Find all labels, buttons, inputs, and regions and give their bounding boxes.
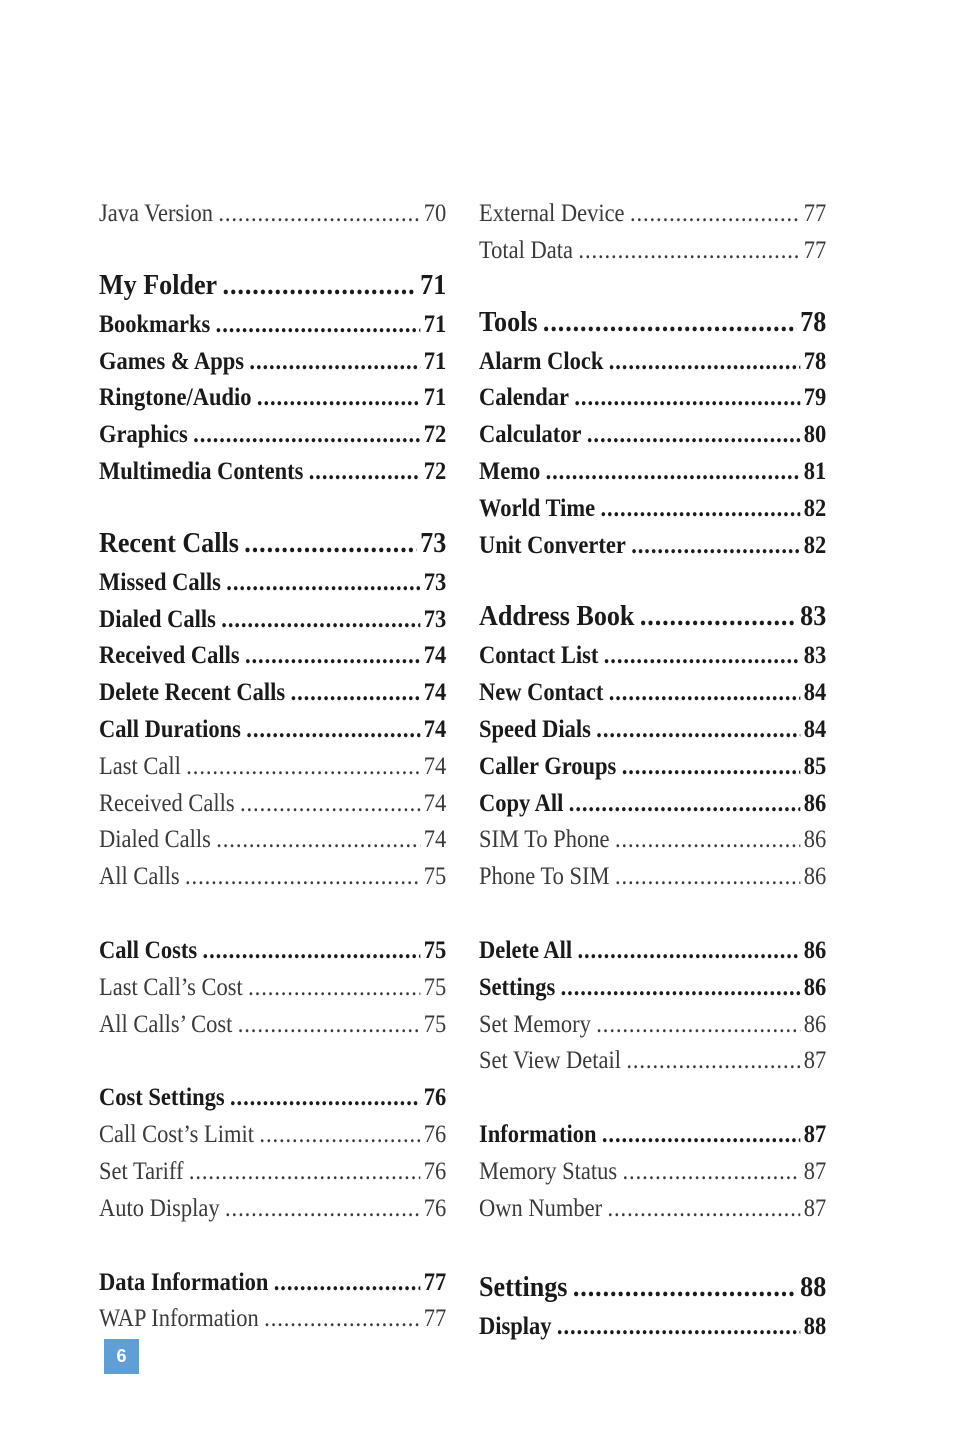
toc-entry-page-number: 74 xyxy=(423,789,447,817)
toc-entry-label: Calculator xyxy=(479,421,582,449)
section-spacer xyxy=(479,270,826,300)
dot-leader xyxy=(218,196,420,233)
toc-entry-received-calls[interactable] xyxy=(99,786,446,823)
toc-entry-world-time[interactable] xyxy=(479,491,826,528)
toc-entry-label: Recent Calls xyxy=(99,526,239,559)
toc-entry-label: External Device xyxy=(479,200,625,227)
toc-entry-page-number: 86 xyxy=(803,1010,827,1038)
toc-entry-unit-converter[interactable] xyxy=(479,528,826,565)
dot-leader xyxy=(615,822,800,859)
toc-entry-memory-status[interactable] xyxy=(479,1154,826,1191)
toc-entry-page-number: 73 xyxy=(423,568,447,596)
toc-entry-information[interactable] xyxy=(479,1117,826,1154)
dot-leader xyxy=(577,933,800,970)
toc-entry-page-number: 75 xyxy=(423,1010,447,1038)
toc-entry-page-number: 79 xyxy=(803,384,827,412)
dot-leader xyxy=(203,933,421,970)
toc-entry-label: Total Data xyxy=(479,236,574,264)
toc-entry-page-number: 77 xyxy=(423,1305,447,1333)
toc-entry-label: Call Costs xyxy=(99,936,198,964)
toc-entry-own-number[interactable] xyxy=(479,1191,826,1228)
toc-entry-page-number: 72 xyxy=(423,457,447,485)
dot-leader xyxy=(604,638,800,675)
toc-entry-call-cost-s-limit[interactable] xyxy=(99,1117,446,1154)
dot-leader xyxy=(640,594,797,638)
toc-entry-label: WAP Information xyxy=(99,1305,259,1333)
toc-entry-multimedia-contents[interactable] xyxy=(99,454,446,491)
section-spacer xyxy=(479,896,826,933)
toc-entry-received-calls[interactable] xyxy=(99,638,446,675)
toc-entry-label: New Contact xyxy=(479,679,604,707)
dot-leader xyxy=(609,344,800,381)
toc-entry-label: Set Tariff xyxy=(99,1157,184,1185)
toc-entry-label: Call Durations xyxy=(99,715,241,743)
toc-entry-page-number: 87 xyxy=(803,1194,827,1222)
toc-entry-label: Dialed Calls xyxy=(99,605,216,633)
toc-entry-page-number: 72 xyxy=(423,421,447,449)
toc-entry-page-number: 76 xyxy=(423,1121,447,1149)
dot-leader xyxy=(246,712,420,749)
toc-entry-label: Ringtone/Audio xyxy=(99,384,252,412)
toc-entry-calendar[interactable] xyxy=(479,380,826,417)
dot-leader xyxy=(587,417,800,454)
toc-entry-last-call-s-cost[interactable] xyxy=(99,970,446,1007)
toc-entry-page-number: 71 xyxy=(423,347,447,375)
dot-leader xyxy=(244,521,416,565)
toc-entry-page-number: 76 xyxy=(423,1157,447,1185)
dot-leader xyxy=(546,454,801,491)
toc-left-column xyxy=(99,196,446,1338)
toc-entry-label: Multimedia Contents xyxy=(99,457,304,485)
toc-entry-label: Memo xyxy=(479,457,541,485)
toc-entry-phone-to-sim[interactable] xyxy=(479,859,826,896)
section-spacer xyxy=(99,1043,446,1080)
section-spacer xyxy=(479,1080,826,1117)
toc-entry-page-number: 77 xyxy=(803,200,827,227)
toc-entry-games-apps[interactable] xyxy=(99,344,446,381)
dot-leader xyxy=(623,1154,801,1191)
toc-entry-wap-information[interactable] xyxy=(99,1301,446,1338)
toc-entry-page-number: 71 xyxy=(423,310,447,338)
dot-leader xyxy=(238,1007,420,1044)
dot-leader xyxy=(248,970,420,1007)
toc-entry-page-number: 71 xyxy=(423,384,447,412)
toc-entry-label: Speed Dials xyxy=(479,715,591,743)
toc-entry-page-number: 83 xyxy=(803,642,827,670)
dot-leader xyxy=(609,675,800,712)
toc-section-recent-calls[interactable] xyxy=(99,521,446,565)
toc-entry-label: Auto Display xyxy=(99,1194,220,1222)
toc-entry-page-number: 78 xyxy=(803,347,827,375)
toc-entry-page-number: 88 xyxy=(803,1312,827,1340)
toc-entry-page-number: 78 xyxy=(800,305,827,338)
dot-leader xyxy=(578,233,800,270)
toc-entry-set-memory[interactable] xyxy=(479,1007,826,1044)
toc-entry-label: World Time xyxy=(479,494,596,522)
toc-entry-label: Contact List xyxy=(479,642,599,670)
section-spacer xyxy=(479,564,826,594)
toc-entry-label: Delete All xyxy=(479,936,573,964)
toc-entry-page-number: 75 xyxy=(423,936,447,964)
dot-leader xyxy=(274,1265,420,1302)
toc-entry-label: Graphics xyxy=(99,421,188,449)
dot-leader xyxy=(543,300,797,344)
toc-entry-label: Received Calls xyxy=(99,642,240,670)
toc-entry-label: Bookmarks xyxy=(99,310,211,338)
dot-leader xyxy=(626,1043,800,1080)
toc-entry-page-number: 85 xyxy=(803,752,827,780)
toc-entry-page-number: 86 xyxy=(803,973,827,1001)
toc-entry-total-data[interactable] xyxy=(479,233,826,270)
toc-entry-caller-groups[interactable] xyxy=(479,749,826,786)
toc-entry-page-number: 81 xyxy=(803,457,827,485)
toc-entry-label: All Calls xyxy=(99,863,180,891)
toc-entry-page-number: 76 xyxy=(423,1194,447,1222)
toc-entry-label: Delete Recent Calls xyxy=(99,679,286,707)
toc-entry-graphics[interactable] xyxy=(99,417,446,454)
toc-section-settings[interactable] xyxy=(479,1265,826,1309)
toc-entry-auto-display[interactable] xyxy=(99,1191,446,1228)
dot-leader xyxy=(185,859,420,896)
section-spacer xyxy=(99,233,446,263)
toc-entry-sim-to-phone[interactable] xyxy=(479,822,826,859)
toc-entry-label: Last Call’s Cost xyxy=(99,973,243,1001)
toc-entry-dialed-calls[interactable] xyxy=(99,822,446,859)
toc-right-column xyxy=(479,196,826,1345)
toc-entry-bookmarks[interactable] xyxy=(99,307,446,344)
toc-entry-label: Cost Settings xyxy=(99,1084,225,1112)
dot-leader xyxy=(216,822,420,859)
section-spacer xyxy=(479,1228,826,1265)
toc-entry-page-number: 74 xyxy=(423,642,447,670)
toc-entry-page-number: 82 xyxy=(803,531,827,559)
toc-entry-page-number: 80 xyxy=(803,421,827,449)
toc-entry-page-number: 75 xyxy=(423,863,447,891)
toc-entry-java-version[interactable] xyxy=(99,196,446,233)
toc-entry-call-costs[interactable] xyxy=(99,933,446,970)
dot-leader xyxy=(249,344,420,381)
dot-leader xyxy=(259,1117,420,1154)
section-spacer xyxy=(99,491,446,521)
toc-section-address-book[interactable] xyxy=(479,594,826,638)
toc-entry-memo[interactable] xyxy=(479,454,826,491)
dot-leader xyxy=(630,196,800,233)
toc-entry-alarm-clock[interactable] xyxy=(479,344,826,381)
toc-entry-page-number: 84 xyxy=(803,715,827,743)
toc-entry-data-information[interactable] xyxy=(99,1265,446,1302)
toc-entry-page-number: 74 xyxy=(423,752,447,780)
toc-entry-missed-calls[interactable] xyxy=(99,565,446,602)
dot-leader xyxy=(193,417,420,454)
dot-leader xyxy=(223,263,417,307)
toc-entry-contact-list[interactable] xyxy=(479,638,826,675)
toc-entry-display[interactable] xyxy=(479,1309,826,1346)
toc-entry-page-number: 87 xyxy=(803,1157,827,1185)
toc-entry-label: SIM To Phone xyxy=(479,826,610,854)
dot-leader xyxy=(615,859,800,896)
toc-entry-set-tariff[interactable] xyxy=(99,1154,446,1191)
dot-leader xyxy=(225,1191,420,1228)
dot-leader xyxy=(189,1154,420,1191)
dot-leader xyxy=(309,454,420,491)
toc-entry-page-number: 88 xyxy=(800,1270,827,1303)
toc-entry-label: Dialed Calls xyxy=(99,826,211,854)
toc-entry-page-number: 86 xyxy=(803,936,827,964)
dot-leader xyxy=(230,1080,420,1117)
page-number-badge: 6 xyxy=(104,1339,139,1374)
toc-entry-new-contact[interactable] xyxy=(479,675,826,712)
toc-entry-label: Settings xyxy=(479,1270,568,1303)
toc-entry-label: Games & Apps xyxy=(99,347,245,375)
toc-entry-label: Display xyxy=(479,1312,552,1340)
dot-leader xyxy=(221,602,420,639)
toc-entry-label: Information xyxy=(479,1121,597,1149)
toc-entry-label: My Folder xyxy=(99,268,218,301)
toc-entry-call-durations[interactable] xyxy=(99,712,446,749)
toc-entry-copy-all[interactable] xyxy=(479,786,826,823)
toc-entry-label: Set View Detail xyxy=(479,1047,621,1075)
toc-entry-label: Received Calls xyxy=(99,789,235,817)
toc-entry-label: Settings xyxy=(479,973,556,1001)
toc-entry-page-number: 84 xyxy=(803,679,827,707)
toc-entry-page-number: 86 xyxy=(803,789,827,817)
toc-entry-page-number: 86 xyxy=(803,863,827,891)
toc-entry-page-number: 70 xyxy=(423,200,447,227)
dot-leader xyxy=(264,1301,420,1338)
toc-entry-label: Last Call xyxy=(99,752,181,780)
toc-entry-label: Tools xyxy=(479,305,538,338)
toc-entry-page-number: 77 xyxy=(803,236,827,264)
toc-entry-label: Address Book xyxy=(479,600,635,633)
dot-leader xyxy=(245,638,420,675)
toc-entry-page-number: 87 xyxy=(803,1121,827,1149)
dot-leader xyxy=(216,307,420,344)
dot-leader xyxy=(569,786,800,823)
toc-entry-page-number: 74 xyxy=(423,715,447,743)
dot-leader xyxy=(573,1265,797,1309)
toc-section-tools[interactable] xyxy=(479,300,826,344)
toc-entry-page-number: 75 xyxy=(423,973,447,1001)
toc-entry-speed-dials[interactable] xyxy=(479,712,826,749)
toc-entry-cost-settings[interactable] xyxy=(99,1080,446,1117)
toc-entry-label: Set Memory xyxy=(479,1010,591,1038)
toc-entry-dialed-calls[interactable] xyxy=(99,602,446,639)
dot-leader xyxy=(596,712,800,749)
toc-entry-label: Phone To SIM xyxy=(479,863,610,891)
toc-entry-delete-all[interactable] xyxy=(479,933,826,970)
toc-entry-label: Memory Status xyxy=(479,1157,618,1185)
toc-entry-set-view-detail[interactable] xyxy=(479,1043,826,1080)
toc-entry-label: Unit Converter xyxy=(479,531,626,559)
toc-entry-label: All Calls’ Cost xyxy=(99,1010,233,1038)
toc-entry-label: Java Version xyxy=(99,200,213,227)
dot-leader xyxy=(186,749,420,786)
toc-entry-page-number: 73 xyxy=(420,526,447,559)
toc-entry-ringtone-audio[interactable] xyxy=(99,380,446,417)
dot-leader xyxy=(226,565,420,602)
toc-entry-external-device[interactable] xyxy=(479,196,826,233)
toc-entry-page-number: 74 xyxy=(423,679,447,707)
toc-entry-all-calls-cost[interactable] xyxy=(99,1007,446,1044)
dot-leader xyxy=(631,528,800,565)
toc-entry-label: Own Number xyxy=(479,1194,603,1222)
toc-entry-last-call[interactable] xyxy=(99,749,446,786)
toc-entry-page-number: 83 xyxy=(800,600,827,633)
toc-entry-label: Copy All xyxy=(479,789,564,817)
dot-leader xyxy=(561,970,801,1007)
section-spacer xyxy=(99,896,446,933)
toc-entry-page-number: 73 xyxy=(423,605,447,633)
dot-leader xyxy=(596,1007,800,1044)
toc-entry-page-number: 87 xyxy=(803,1047,827,1075)
toc-entry-page-number: 82 xyxy=(803,494,827,522)
dot-leader xyxy=(602,1117,800,1154)
toc-entry-label: Call Cost’s Limit xyxy=(99,1121,255,1149)
toc-entry-label: Caller Groups xyxy=(479,752,617,780)
toc-entry-label: Missed Calls xyxy=(99,568,221,596)
toc-entry-page-number: 76 xyxy=(423,1084,447,1112)
toc-entry-page-number: 77 xyxy=(423,1268,447,1296)
toc-entry-page-number: 86 xyxy=(803,826,827,854)
toc-entry-page-number: 71 xyxy=(420,268,447,301)
dot-leader xyxy=(240,786,420,823)
dot-leader xyxy=(600,491,800,528)
toc-entry-settings[interactable] xyxy=(479,970,826,1007)
toc-entry-label: Calendar xyxy=(479,384,569,412)
dot-leader xyxy=(291,675,421,712)
toc-entry-delete-recent-calls[interactable] xyxy=(99,675,446,712)
toc-section-my-folder[interactable] xyxy=(99,263,446,307)
section-spacer xyxy=(99,1228,446,1265)
toc-entry-label: Data Information xyxy=(99,1268,269,1296)
dot-leader xyxy=(608,1191,801,1228)
dot-leader xyxy=(557,1309,800,1346)
toc-entry-all-calls[interactable] xyxy=(99,859,446,896)
toc-entry-page-number: 74 xyxy=(423,826,447,854)
dot-leader xyxy=(257,380,420,417)
dot-leader xyxy=(574,380,800,417)
toc-entry-label: Alarm Clock xyxy=(479,347,604,375)
dot-leader xyxy=(622,749,800,786)
toc-entry-calculator[interactable] xyxy=(479,417,826,454)
